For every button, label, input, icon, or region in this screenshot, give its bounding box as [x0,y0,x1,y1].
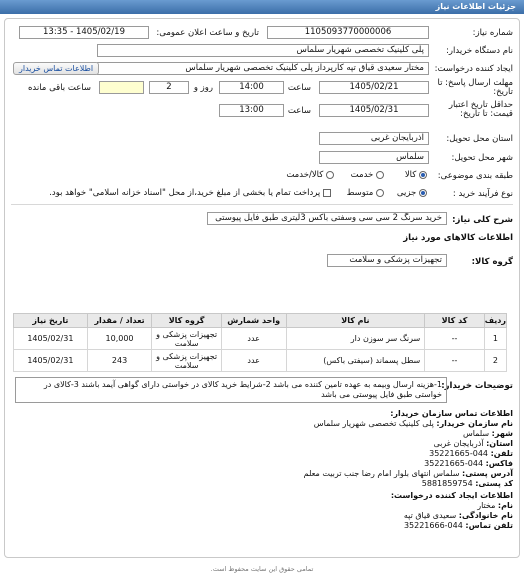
purchase-radio-minor[interactable] [397,188,427,198]
buyer-field: پلی کلینیک تخصصی شهریار سلماس [97,44,429,57]
summary-field: خرید سرنگ 2 سی سی وسفتی باکس 3لیتری طبق فایل پیوستی [207,212,447,225]
table-row[interactable] [14,350,507,372]
contact-address-label: آدرس پستی: [462,469,513,478]
category-option-label: کالا/خدمت [286,170,324,180]
goods-group-field: تجهیزات پزشکی و سلامت [327,254,447,267]
contact-fax [424,459,513,468]
deadline-label-line1: مهلت ارسال پاسخ: تا [437,78,513,88]
deadline-label [438,79,513,97]
contact-province-label: استان: [486,439,513,448]
deadline-time-label: ساعت [287,83,311,93]
purchase-option-label: متوسط [346,188,374,198]
creator-name-value: مختار [477,501,496,510]
cell-code: -- [425,350,484,372]
contact-postal [422,479,513,488]
validity-label: حداقل تاریخ اعتبار قیمت: تا تاریخ: [448,100,513,119]
cell-qty: 243 [87,350,152,372]
contact-postal-label: کد پستی: [475,479,513,488]
cell-date: 1405/02/31 [14,350,88,372]
province-field: آذربایجان غربی [319,132,429,145]
table-row[interactable] [14,328,507,350]
details-panel [4,18,520,558]
hours-remaining-label: ساعت باقی مانده [27,83,91,93]
city-label: شهر محل تحویل: [451,153,513,163]
contact-phone-label: تلفن: [490,449,513,458]
cell-row: 2 [484,350,506,372]
city-field: سلماس [319,151,429,164]
announce-date-label: تاریخ و ساعت اعلان عمومی: [156,28,259,38]
category-option-label: خدمت [350,170,374,180]
need-number-field: 1105093770000006 [267,26,429,39]
creator-label: ایجاد کننده درخواست: [434,64,513,74]
contact-province-value: آذربایجان غربی [433,439,484,448]
announce-date-field: 1405/02/19 - 13:35 [19,26,149,39]
category-radio-goods[interactable] [405,170,427,180]
contact-title-text: اطلاعات تماس سازمان خریدار: [390,409,513,418]
contact-phone [429,449,513,458]
province-label: استان محل تحویل: [446,134,513,144]
category-option-label: کالا [404,170,417,180]
page-header-title: جزئیات اطلاعات نیاز [435,2,516,11]
cell-name: سطل پسماند (سیفتی باکس) [286,350,425,372]
cell-code: -- [425,328,484,350]
notes-label: توضیحات خریدار: [441,381,513,391]
creator-info-title [391,491,513,500]
cell-unit: عدد [221,328,286,350]
creator-info-title-text: اطلاعات ایجاد کننده درخواست: [390,491,513,500]
deadline-date-field: 1405/02/21 [319,81,429,94]
contact-city-label: شهر: [491,429,513,438]
contact-address-value: سلماس انتهای بلوار امام رضا جنب تربیت معلم [303,469,460,478]
divider [11,204,513,205]
deadline-time-field: 14:00 [219,81,284,94]
col-name: نام کالا [286,314,425,328]
contact-province [433,439,513,448]
purchase-option-label: جزیی [396,188,417,198]
creator-name-label: نام: [497,501,513,510]
contact-postal-value: 5881859754 [421,479,473,488]
hours-remaining-field [99,81,144,94]
cell-unit: عدد [221,350,286,372]
goods-section-title: اطلاعات کالاهای مورد نیاز [403,233,513,243]
cell-name: سرنگ سر سوزن دار [286,328,425,350]
cell-date: 1405/02/31 [14,328,88,350]
category-radio-goods-service[interactable] [286,170,334,180]
notes-field: 1-هزینه ارسال وبیمه به عهده تامین کننده می باشد 2-شرایط خرید کالای در خواستی دارای گواهی آیمد باشند 3-کالای در خواستی طبق فایل پیوستی می باشد [15,377,447,403]
treasury-payment-checkbox[interactable] [49,188,331,198]
treasury-payment-note: پرداخت تمام یا بخشی از مبلغ خرید،از محل "اسناد خزانه اسلامی" خواهد بود. [49,188,321,198]
days-remaining-field: 2 [149,81,189,94]
col-date: تاریخ نیاز [14,314,88,328]
deadline-label-line2: تاریخ: [493,87,513,97]
validity-time-label: ساعت [287,106,311,116]
buyer-label: نام دستگاه خریدار: [446,46,513,56]
creator-family-label: نام خانوادگی: [458,511,513,520]
radio-selected-icon [419,189,427,197]
cell-qty: 10,000 [87,328,152,350]
col-unit: واحد شمارش [221,314,286,328]
footer-copyright: تمامی حقوق این سایت محفوظ است. [210,565,314,573]
contact-phone-value: 044-35221665 [429,449,489,458]
contact-city [463,429,513,438]
col-row: ردیف [484,314,506,328]
days-label: روز و [193,83,213,93]
validity-date-field: 1405/02/31 [319,104,429,117]
goods-table [13,313,507,372]
cell-group: تجهیزات پزشکی و سلامت [152,350,222,372]
purchase-type-label: نوع فرآیند خرید : [452,189,513,199]
contact-fax-label: فاکس: [485,459,513,468]
cell-group: تجهیزات پزشکی و سلامت [152,328,222,350]
goods-table-header [14,314,507,328]
col-group: گروه کالا [152,314,222,328]
creator-phone [404,521,513,530]
col-qty: تعداد / مقدار [87,314,152,328]
buyer-contact-button[interactable]: اطلاعات تماس خریدار [13,62,99,75]
need-number-label: شماره نیاز: [472,28,513,38]
creator-family [404,511,513,520]
contact-address [304,469,513,478]
col-code: کد کالا [425,314,484,328]
goods-group-label: گروه کالا: [471,257,513,267]
checkbox-icon [323,189,331,197]
contact-fax-value: 044-35221665 [424,459,484,468]
contact-org-value: پلی کلینیک تخصصی شهریار سلماس [313,419,434,428]
cell-row: 1 [484,328,506,350]
creator-phone-value: 044-35221666 [403,521,463,530]
radio-selected-icon [419,171,427,179]
creator-field: مختار سعیدی قیاق تپه کارپرداز پلی کلینیک تخصصی شهریار سلماس [97,62,429,75]
purchase-radio-medium[interactable] [347,188,384,198]
radio-icon [376,189,384,197]
radio-icon [326,171,334,179]
summary-label: شرح کلی نیاز: [452,215,513,225]
creator-phone-label: تلفن تماس: [465,521,513,530]
contact-city-value: سلماس [462,429,490,438]
creator-name [477,501,513,510]
category-radio-service[interactable] [351,170,384,180]
contact-org [314,419,513,428]
creator-family-value: سعیدی قیاق تپه [403,511,457,520]
radio-icon [376,171,384,179]
category-label: طبقه بندی موضوعی: [437,171,513,181]
contact-title [390,409,513,418]
validity-time-field: 13:00 [219,104,284,117]
page-header-bar [0,0,524,14]
contact-org-label: نام سازمان خریدار: [436,419,513,428]
